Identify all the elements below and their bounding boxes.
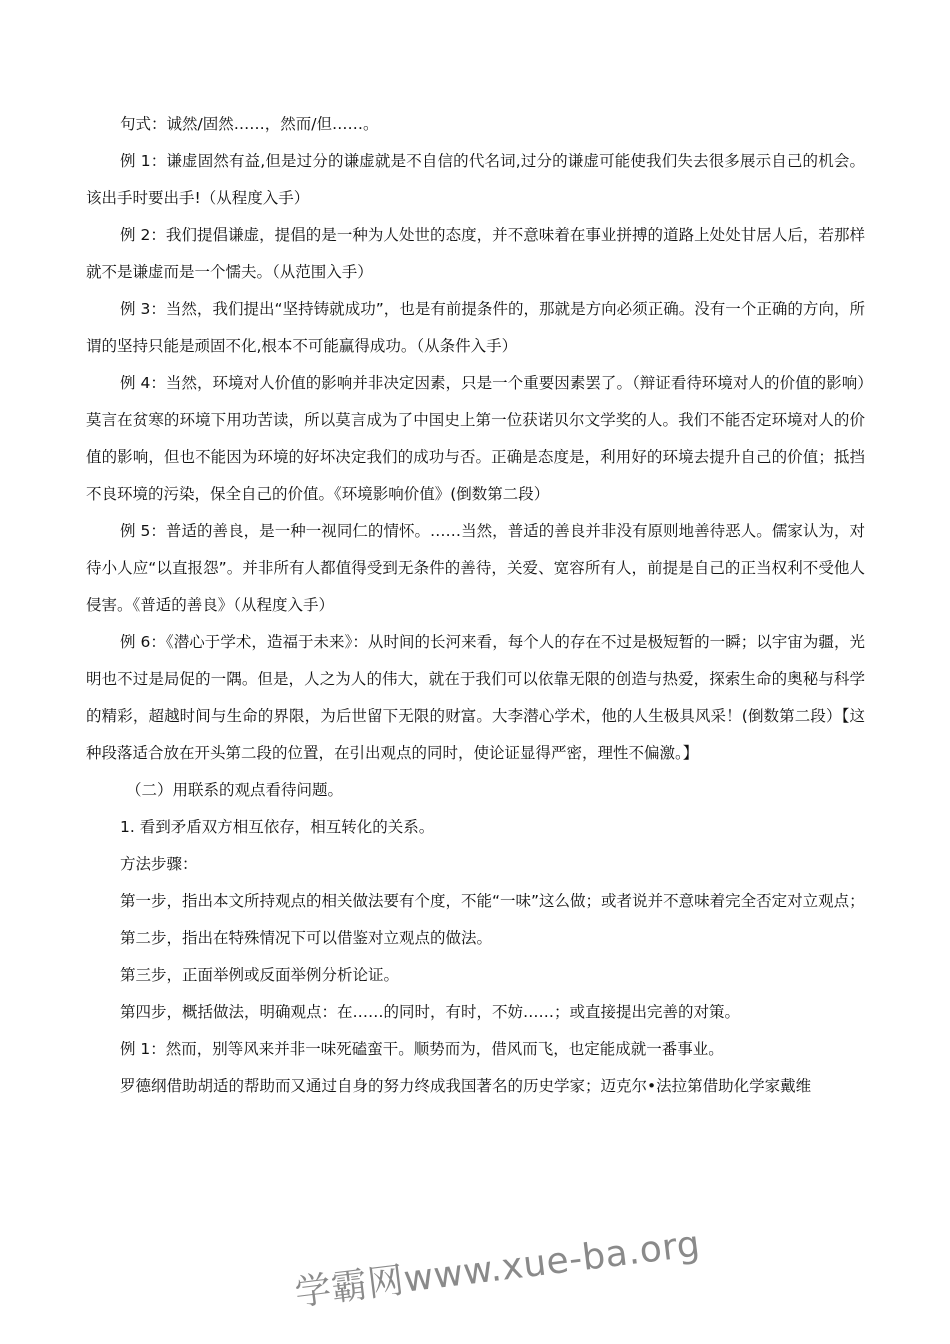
step-3: 第三步，正面举例或反面举例分析论证。 — [120, 966, 400, 984]
example-1b: 例 1：然而，别等风来并非一味死磕蛮干。顺势而为，借风而飞，也定能成就一番事业。 — [120, 1040, 724, 1058]
step-1: 第一步，指出本文所持观点的相关做法要有个度，不能“一味”这么做；或者说并不意味着完全否定对立观点； — [120, 892, 865, 910]
point-1: 1. 看到矛盾双方相互依存，相互转化的关系。 — [120, 818, 435, 836]
example-2: 例 2：我们提倡谦虚，提倡的是一种为人处世的态度，并不意味着在事业拼搏的道路上处处甘居人后，若那样就不是谦虚而是一个懦夫。（从范围入手） — [86, 226, 865, 281]
example-3: 例 3：当然，我们提出“坚持铸就成功”，也是有前提条件的，那就是方向必须正确。没有一个正确的方向，所谓的坚持只能是顽固不化,根本不可能赢得成功。（从条件入手） — [86, 300, 865, 355]
step-2: 第二步，指出在特殊情况下可以借鉴对立观点的做法。 — [120, 929, 493, 947]
watermark: 学霸网www.xue-ba.org — [292, 1223, 703, 1315]
example-1: 例 1：谦虚固然有益,但是过分的谦虚就是不自信的代名词,过分的谦虚可能使我们失去很多展示自己的机会。该出手时要出手!（从程度入手） — [86, 152, 865, 207]
continuation: 罗德纲借助胡适的帮助而又通过自身的努力终成我国著名的历史学家；迈克尔•法拉第借助化学家戴维 — [120, 1077, 812, 1095]
example-4: 例 4：当然，环境对人价值的影响并非决定因素，只是一个重要因素罢了。（辩证看待环境对人的价值的影响）莫言在贫寒的环境下用功苦读，所以莫言成为了中国史上第一位获诺贝尔文学奖的人。我们不能否定环境对人的价值的影响，但也不能因为环境的好坏决定我们的成功与否。正确是态度是，利用好的环境去提升自己的价值；抵挡不良环境的污染，保全自己的价值。《环境影响价值》(倒数第二段） — [86, 374, 865, 503]
example-6: 例 6：《潜心于学术，造福于未来》：从时间的长河来看，每个人的存在不过是极短暂的一瞬；以宇宙为疆，光明也不过是局促的一隅。但是，人之为人的伟大，就在于我们可以依靠无限的创造与热爱，探索生命的奥秘与科学的精彩，超越时间与生命的界限，为后世留下无限的财富。大李潜心学术，他的人生极具风采！(倒数第二段）【这种段落适合放在开头第二段的位置，在引出观点的同时，使论证显得严密，理性不偏激。】 — [86, 633, 865, 762]
document-body — [86, 106, 865, 1105]
section-heading: （二）用联系的观点看待问题。 — [126, 781, 344, 799]
method-steps-label: 方法步骤： — [120, 855, 198, 873]
step-4: 第四步，概括做法，明确观点：在……的同时，有时，不妨……；或直接提出完善的对策。 — [120, 1003, 741, 1021]
sentence-pattern: 句式：诚然/固然……，然而/但……。 — [120, 115, 379, 133]
example-5: 例 5：普适的善良，是一种一视同仁的情怀。……当然，普适的善良并非没有原则地善待恶人。儒家认为，对待小人应“以直报怨”。并非所有人都值得受到无条件的善待，关爱、宽容所有人，前提是自己的正当权利不受他人侵害。《普适的善良》（从程度入手） — [86, 522, 865, 614]
